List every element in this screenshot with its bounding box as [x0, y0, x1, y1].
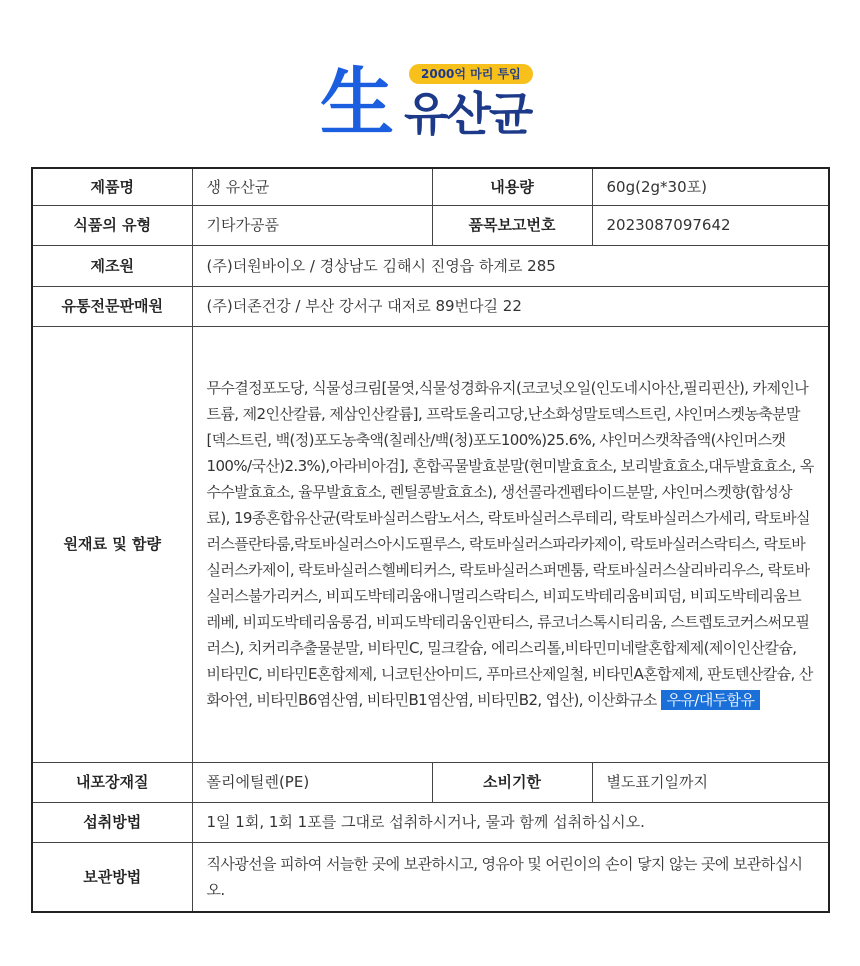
- storage-label: 보관방법: [32, 842, 192, 912]
- logo-hanja: 生: [320, 60, 394, 146]
- intake-value: 1일 1회, 1회 1포를 그대로 섭취하시거나, 물과 함께 섭취하십시오.: [192, 802, 829, 842]
- distributor-label: 유통전문판매원: [32, 286, 192, 326]
- expiry-label: 소비기한: [432, 762, 592, 802]
- food-type-value: 기타가공품: [192, 205, 432, 245]
- logo-title: 유산균: [404, 87, 532, 141]
- table-row: [32, 168, 829, 205]
- report-number-value: 2023087097642: [592, 205, 829, 245]
- intake-label: 섭취방법: [32, 802, 192, 842]
- table-row: [32, 326, 829, 762]
- packaging-label: 내포장재질: [32, 762, 192, 802]
- allergen-badge: 우유/대두함유: [661, 690, 761, 710]
- expiry-value: 별도표기일까지: [592, 762, 829, 802]
- product-name-label: 제품명: [32, 168, 192, 205]
- table-row: [32, 842, 829, 912]
- product-logo: [316, 58, 556, 148]
- ingredients-text: 무수결정포도당, 식물성크림[물엿,식물성경화유지(코코넛오일(인도네시아산,필리핀산), 카제인나트륨, 제2인산칼륨, 제삼인산칼륨], 프락토올리고당,난소화성말토덱스트린, 샤인머스켓농축분말[덱스트린, 백(정)포도농축액(칠레산/백(청)포도100%)25.6%, 샤인머스캣착즙액(샤인머스캣100%/국산)2.3%),아라비아검], 혼합곡물발효분말(현미발효효소, 보리발효효소,대두발효효소, 옥수수발효효소, 율무발효효소, 렌틸콩발효효소), 생선콜라겐펩타이드분말, 샤인머스켓향(합성상료), 19종혼합유산균(락토바실러스람노서스, 락토바실러스루테리, 락토바실러스가세리, 락토바실러스플란타룸,락토바실러스아시도필루스, 락토바실러스파라카제이, 락토바실러스락티스, 락토바실러스카제이, 락토바실러스헬베티커스, 락토바실러스퍼멘툼, 락토바실러스살리바리우스, 락토바실러스불가리커스, 비피도박테리움애니멀리스락티스, 비피도박테리움비피덤, 비피도박테리움브레베, 비피도박테리움롱검, 비피도박테리움인판티스, 류코너스톡시티리움, 스트렙토코커스써모필러스), 치커리추출물분말, 비타민C, 밀크칼슘, 에리스리톨,비타민미네랄혼합제제(제이인산칼슘, 비타민C, 비타민E혼합제제, 니코틴산아미드, 푸마르산제일철, 비타민A혼합제제, 판토텐산칼슘, 산화아연, 비타민B6염산염, 비타민B1염산염, 비타민B2, 엽산), 이산화규소: [206, 379, 814, 709]
- storage-value: 직사광선을 피하여 서늘한 곳에 보관하시고, 영유아 및 어린이의 손이 닿지 않는 곳에 보관하십시오.: [192, 842, 829, 912]
- product-info-table: [31, 167, 830, 913]
- table-row: [32, 762, 829, 802]
- table-row: [32, 286, 829, 326]
- table-row: [32, 205, 829, 245]
- product-name-value: 생 유산균: [192, 168, 432, 205]
- food-type-label: 식품의 유형: [32, 205, 192, 245]
- distributor-value: (주)더존건강 / 부산 강서구 대저로 89번다길 22: [192, 286, 829, 326]
- table-row: [32, 802, 829, 842]
- ingredients-value: [192, 326, 829, 762]
- content-amount-label: 내용량: [432, 168, 592, 205]
- logo-badge: 2000억 마리 투입: [409, 64, 533, 84]
- table-row: [32, 245, 829, 286]
- report-number-label: 품목보고번호: [432, 205, 592, 245]
- ingredients-label: 원재료 및 함량: [32, 326, 192, 762]
- content-amount-value: 60g(2g*30포): [592, 168, 829, 205]
- packaging-value: 폴리에틸렌(PE): [192, 762, 432, 802]
- manufacturer-value: (주)더원바이오 / 경상남도 김해시 진영읍 하계로 285: [192, 245, 829, 286]
- manufacturer-label: 제조원: [32, 245, 192, 286]
